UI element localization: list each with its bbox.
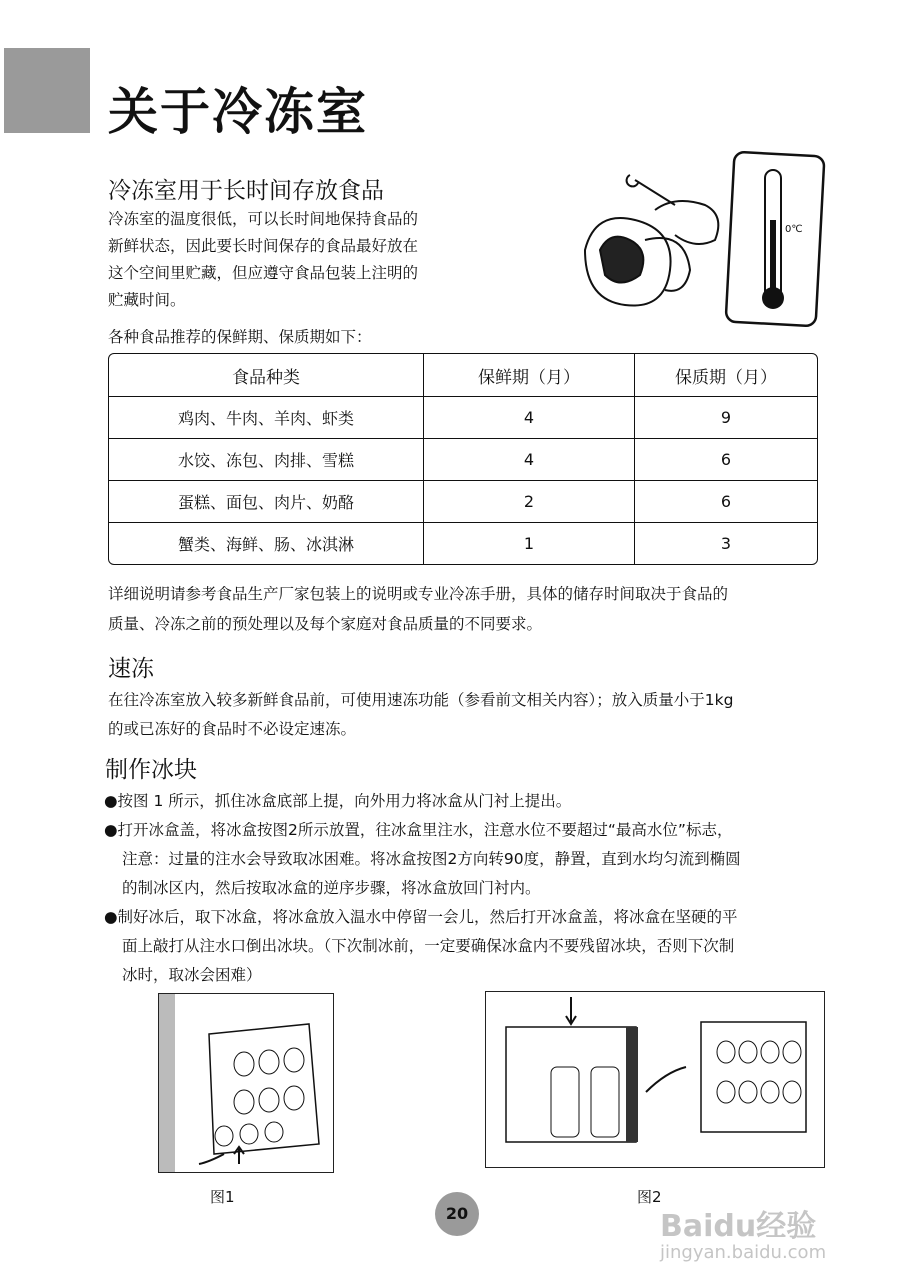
text-line: 在往冷冻室放入较多新鲜食品前，可使用速冻功能（参看前文相关内容）；放入质量小于1kg <box>108 691 734 709</box>
thermometer-icon <box>726 152 825 326</box>
cell-fresh: 1 <box>424 523 635 564</box>
meat-and-thermometer-illustration <box>575 150 835 330</box>
cell-food: 水饺、冻包、肉排、雪糕 <box>109 439 424 481</box>
instruction-line: ●制好冰后，取下冰盒，将冰盒放入温水中停留一会儿，然后打开冰盒盖，将冰盒在坚硬的平 <box>104 908 738 926</box>
cell-food: 蟹类、海鲜、肠、冰淇淋 <box>109 523 424 564</box>
curved-arrow-icon <box>199 1154 224 1164</box>
ice-making-instructions <box>104 787 741 990</box>
instruction-line: ●打开冰盒盖，将冰盒按图2所示放置，往冰盒里注水，注意水位不要超过“最高水位”标志， <box>104 821 733 839</box>
text-line: 的或已冻好的食品时不必设定速冻。 <box>108 720 357 738</box>
meat-icon <box>585 175 718 306</box>
table-row <box>109 439 817 481</box>
figure-1-ice-tray-removal <box>158 993 334 1173</box>
quick-freeze-text <box>108 686 733 744</box>
cell-fresh: 2 <box>424 481 635 523</box>
cell-fresh: 4 <box>424 397 635 439</box>
cell-fresh: 4 <box>424 439 635 481</box>
instruction-line: ●按图 1 所示，抓住冰盒底部上提，向外用力将冰盒从门衬上提出。 <box>104 792 572 810</box>
down-arrow-icon <box>566 997 576 1024</box>
ice-tray-rotation-illustration <box>486 992 824 1167</box>
ice-tray-door-illustration <box>159 994 333 1172</box>
section-tab-marker <box>4 48 90 133</box>
rotate-arrow-icon <box>646 1067 686 1092</box>
header-shelf-life: 保质期（月） <box>635 354 817 397</box>
text-line: 冷冻室的温度很低，可以长时间地保持食品的 <box>108 210 419 228</box>
cell-food: 鸡肉、牛肉、羊肉、虾类 <box>109 397 424 439</box>
section-heading-freezer: 冷冻室用于长时间存放食品 <box>108 178 384 204</box>
instruction-line: 冰时，取冰会困难） <box>122 966 262 984</box>
figure-2-ice-tray-filling <box>485 991 825 1168</box>
text-line: 详细说明请参考食品生产厂家包装上的说明或专业冷冻手册，具体的储存时间取决于食品的 <box>108 585 729 603</box>
section-heading-ice-making: 制作冰块 <box>105 757 197 783</box>
text-line: 这个空间里贮藏，但应遵守食品包装上注明的 <box>108 264 419 282</box>
text-line: 质量、冷冻之前的预处理以及每个家庭对食品质量的不同要求。 <box>108 615 543 633</box>
watermark-brand: Baidu经验 <box>660 1209 817 1244</box>
freezer-description <box>108 206 418 314</box>
cell-shelf: 9 <box>635 397 817 439</box>
cell-shelf: 6 <box>635 481 817 523</box>
page-title: 关于冷冻室 <box>108 83 368 141</box>
table-row <box>109 397 817 439</box>
instruction-line: 面上敲打从注水口倒出冰块。（下次制冰前，一定要确保冰盒内不要残留冰块，否则下次制 <box>122 937 735 955</box>
baidu-watermark <box>660 1210 826 1263</box>
section-heading-quick-freeze: 速冻 <box>108 656 154 682</box>
text-line: 贮藏时间。 <box>108 291 186 309</box>
figure-1-caption: 图1 <box>210 1188 235 1206</box>
storage-note <box>108 579 728 639</box>
instruction-line: 的制冰区内，然后按取冰盒的逆序步骤，将冰盒放回门衬内。 <box>122 879 541 897</box>
text-line: 新鲜状态，因此要长时间保存的食品最好放在 <box>108 237 419 255</box>
page-number: 20 <box>435 1192 479 1236</box>
table-row <box>109 523 817 564</box>
table-intro: 各种食品推荐的保鲜期、保质期如下： <box>108 328 372 346</box>
header-food-type: 食品种类 <box>109 354 424 397</box>
header-fresh-period: 保鲜期（月） <box>424 354 635 397</box>
cell-shelf: 6 <box>635 439 817 481</box>
table-header-row <box>109 354 817 397</box>
figure-2-caption: 图2 <box>637 1188 662 1206</box>
table-row <box>109 481 817 523</box>
instruction-line: 注意：过量的注水会导致取冰困难。将冰盒按图2方向转90度，静置，直到水均匀流到椭圆 <box>122 850 741 868</box>
watermark-url: jingyan.baidu.com <box>660 1242 827 1263</box>
cell-shelf: 3 <box>720 534 732 553</box>
thermometer-label: 0℃ <box>785 224 803 235</box>
food-storage-table <box>108 353 818 565</box>
cell-food: 蛋糕、面包、肉片、奶酪 <box>109 481 424 523</box>
